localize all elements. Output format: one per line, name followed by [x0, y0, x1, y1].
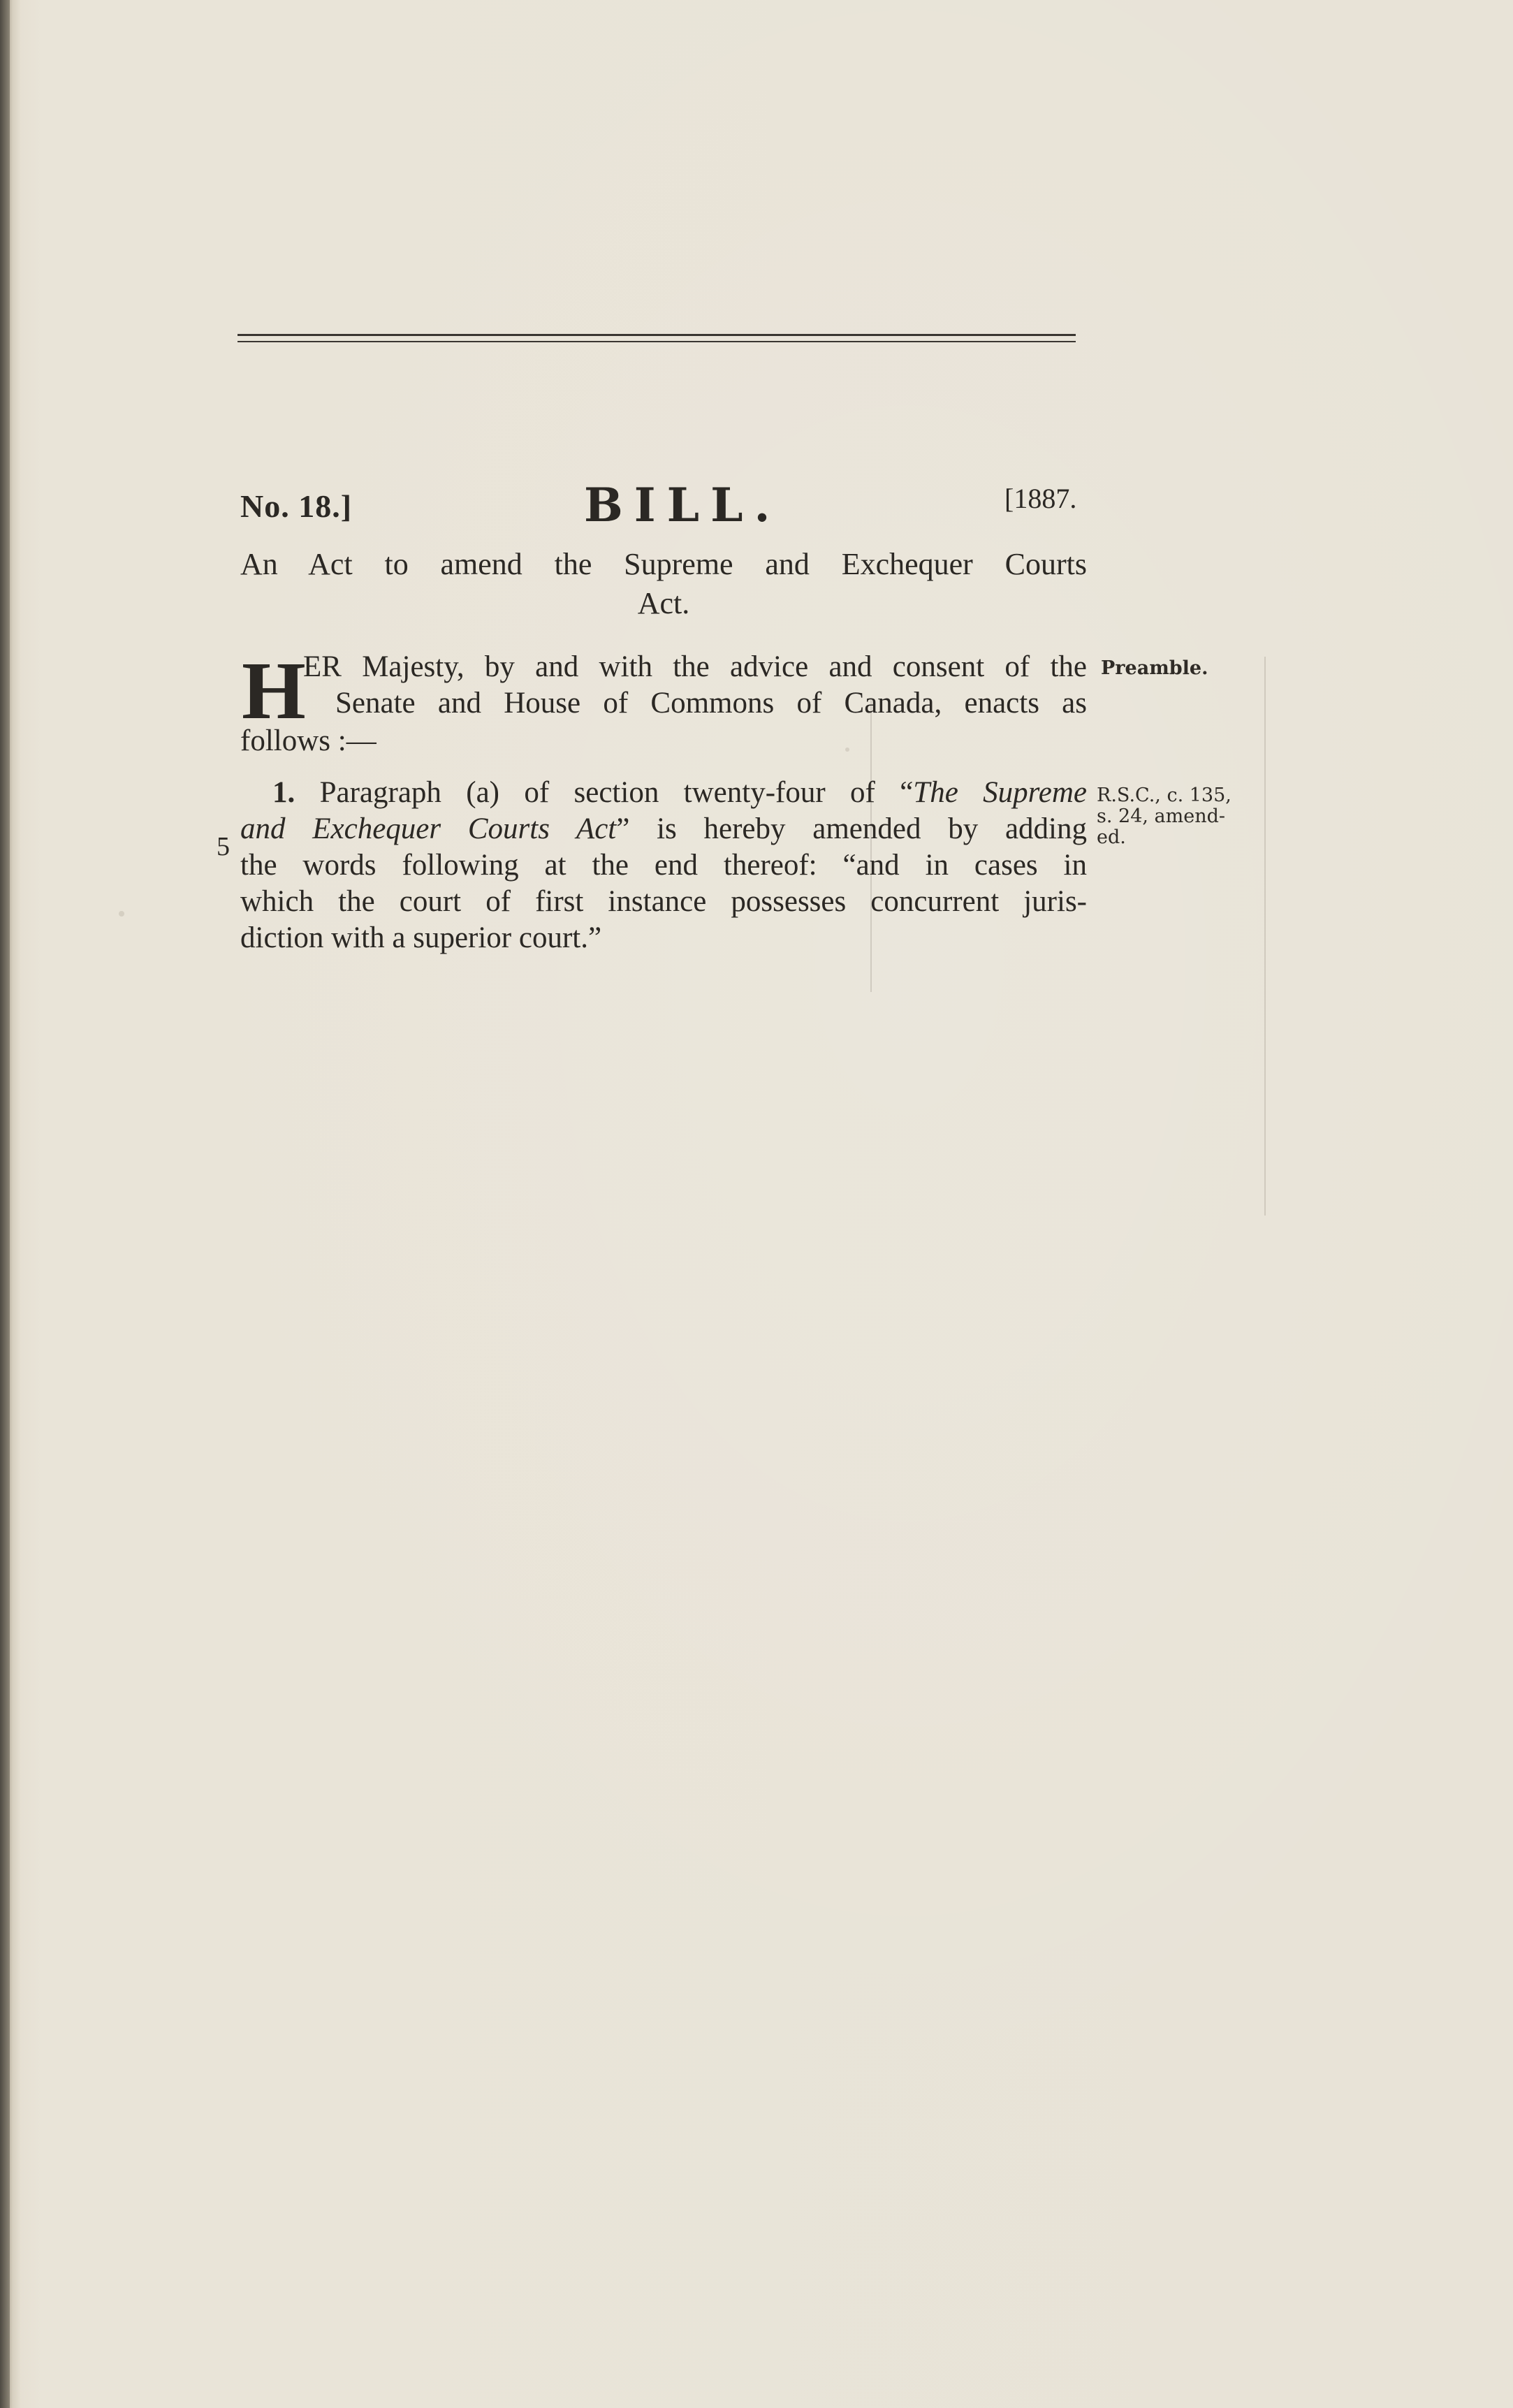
preamble-line: ER Majesty, by and with the advice and consent of the [303, 650, 1087, 683]
section-line: the words following at the end thereof: “and in cases in [240, 849, 1087, 882]
bill-title: BILL. [584, 478, 782, 532]
section-line: diction with a superior court.” [240, 921, 602, 954]
bill-number: No. 18.] [240, 488, 353, 524]
binding-edge [0, 0, 10, 2408]
rule-line [237, 334, 1076, 336]
paper-spot [845, 747, 849, 752]
section-italic-text: The Supreme [913, 776, 1087, 809]
section-italic-text: and Exchequer Courts Act [240, 812, 617, 845]
drop-cap: H [242, 645, 306, 736]
rule-line [237, 341, 1076, 342]
section-line [240, 775, 1087, 810]
act-title-line: Act. [637, 586, 690, 620]
act-title-line: An Act to amend the Supreme and Exchequer Courts [240, 547, 1087, 581]
preamble-line: Senate and House of Commons of Canada, enacts as [335, 687, 1087, 720]
show-through-line [1264, 657, 1266, 1216]
section-line: which the court of first instance possesses concurrent juris- [240, 885, 1087, 918]
section-line [240, 812, 1087, 847]
side-note-statute: R.S.C., c. 135, s. 24, amend-ed. [1097, 785, 1231, 848]
line-marker: 5 [217, 832, 230, 861]
preamble-line: follows :— [240, 724, 377, 757]
paper-spot [119, 911, 124, 917]
ornamental-rule [237, 333, 1076, 345]
section-text: ” is hereby amended by adding [616, 812, 1087, 845]
section-number: 1. [272, 776, 295, 809]
side-note-preamble: Preamble. [1101, 657, 1208, 679]
bill-year: [1887. [1004, 483, 1077, 514]
section-text: Paragraph (a) of section twenty-four of “ [319, 776, 914, 809]
